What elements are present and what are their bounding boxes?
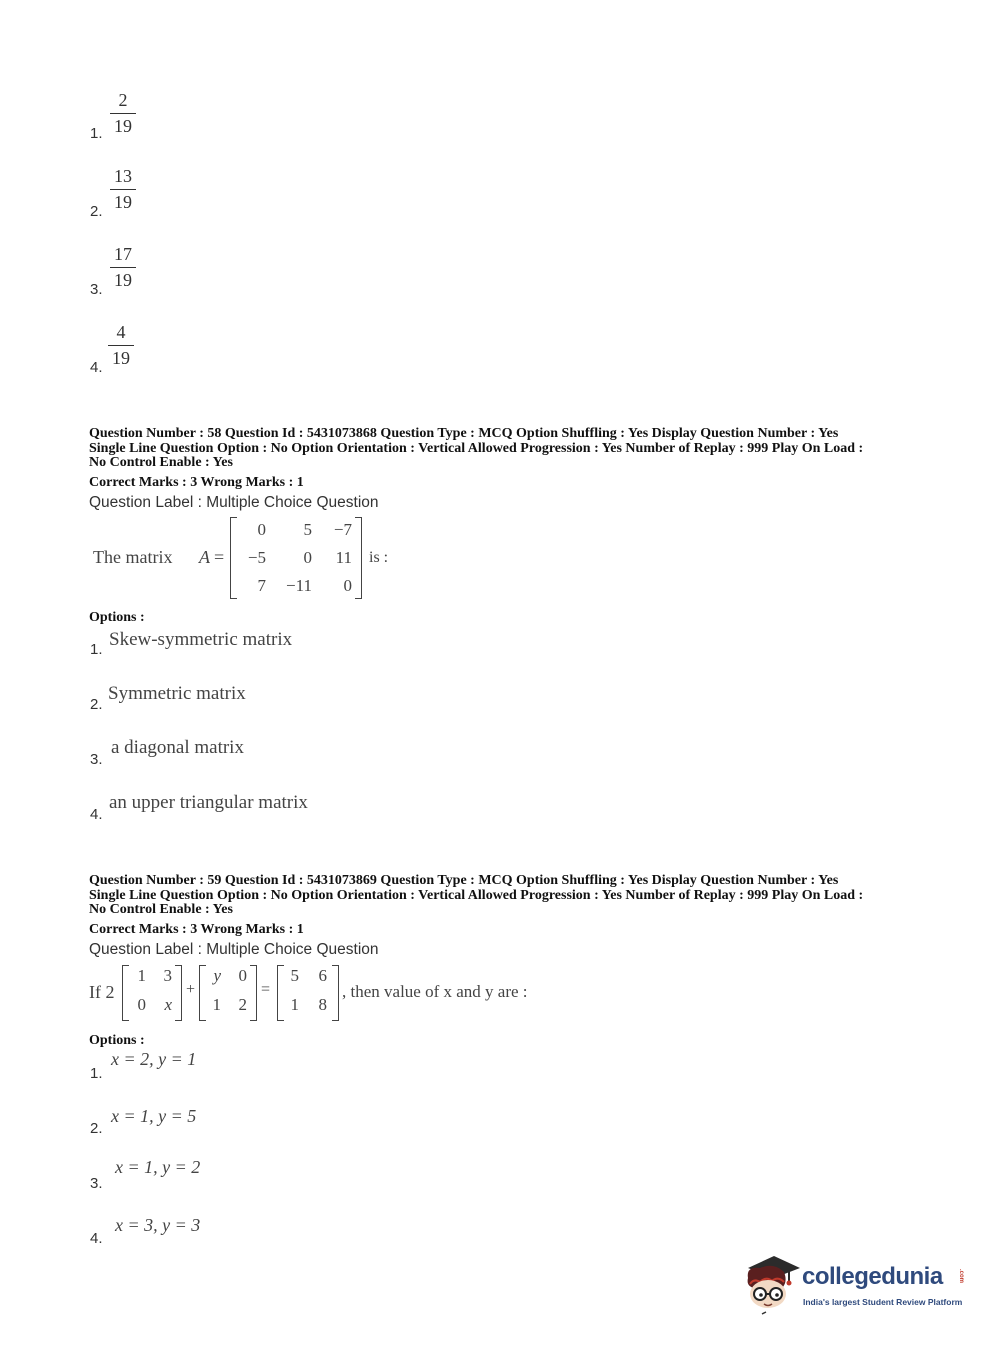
denominator: 19 [114,116,132,136]
option-number: 1. [90,1065,103,1082]
option-text: x = 2, y = 1 [111,1049,197,1069]
question-marks: Correct Marks : 3 Wrong Marks : 1 [89,475,304,490]
option-text: x = 1, y = 2 [115,1157,201,1177]
question-stem-if: If 2 [89,982,115,1002]
numerator: 4 [116,322,126,342]
meta-line: Single Line Question Option : No Option Orientation : Vertical Allowed Progression : Yes Number of Replay : 999 Play On Load : [89,887,864,903]
matrix-2 [199,965,257,1021]
question-label: Question Label : Multiple Choice Question [89,494,379,511]
option-text: x = 3, y = 3 [115,1215,201,1235]
logo-wordmark: collegedunia [802,1263,943,1290]
denominator: 19 [114,192,132,212]
question-stem-suffix: is : [369,549,389,566]
question-meta [89,874,919,918]
option-number: 2. [90,203,103,220]
matrix-cell: x [164,995,172,1014]
right-bracket [175,965,182,1021]
matrix-cell: 0 [343,576,352,595]
logo-dotcom: .com [958,1269,964,1284]
right-bracket [250,965,257,1021]
matrix-cell: 0 [238,966,247,985]
matrix-cell: 1 [212,995,221,1014]
numerator: 17 [114,244,132,264]
option-number: 4. [90,1230,103,1247]
matrix-cell: 3 [163,966,172,985]
meta-line: Question Number : 59 Question Id : 5431073869 Question Type : MCQ Option Shuffling : Yes Display Question Number : Yes [89,873,839,888]
matrix-cell: 2 [238,995,247,1014]
matrix-1 [122,965,182,1021]
meta-line: No Control Enable : Yes [89,902,233,917]
matrix-cell: 1 [137,966,146,985]
option-number: 3. [90,281,103,298]
matrix-cell: −11 [286,576,312,595]
numerator: 13 [114,166,132,186]
matrix-cell: 7 [257,576,266,595]
question-meta [89,427,919,471]
denominator: 19 [114,270,132,290]
matrix-cell: 5 [290,966,299,985]
fraction-option-2 [108,166,138,213]
meta-line: No Control Enable : Yes [89,455,233,470]
option-number: 2. [90,1120,103,1137]
option-text: Symmetric matrix [108,683,246,704]
mascot-icon [740,1248,802,1318]
option-number: 4. [90,806,103,823]
right-bracket [355,517,362,599]
matrix-cell: 1 [290,995,299,1014]
matrix-cell: −5 [247,548,266,567]
matrix-cell: 6 [318,966,327,985]
matrix-cell: −7 [333,520,352,539]
matrix-a [230,517,362,599]
matrix-cell: 0 [303,548,312,567]
question-label: Question Label : Multiple Choice Question [89,941,379,958]
option-number: 1. [90,641,103,658]
matrix-name: A [199,547,210,567]
fraction-option-4 [106,322,136,369]
options-header: Options : [89,610,145,625]
collegedunia-logo [740,1246,970,1321]
option-number: 3. [90,751,103,768]
denominator: 19 [112,348,130,368]
option-text: an upper triangular matrix [109,792,308,813]
option-number: 4. [90,359,103,376]
option-text: x = 1, y = 5 [111,1106,197,1126]
option-number: 3. [90,1175,103,1192]
meta-line: Question Number : 58 Question Id : 5431073868 Question Type : MCQ Option Shuffling : Yes Display Question Number : Yes [89,426,839,441]
options-header: Options : [89,1033,145,1048]
option-number: 2. [90,696,103,713]
matrix-cell: 5 [303,520,312,539]
matrix-cell: y [213,966,221,985]
right-bracket [332,965,339,1021]
numerator: 2 [118,90,128,110]
left-bracket [122,965,129,1021]
equals-sign: = [214,547,225,567]
question-stem-prefix: The matrix [93,547,173,567]
matrix-cell: 11 [335,548,352,567]
fraction-option-3 [108,244,138,291]
equals-sign: = [261,981,271,998]
matrix-3 [277,965,339,1021]
meta-line: Single Line Question Option : No Option Orientation : Vertical Allowed Progression : Yes Number of Replay : 999 Play On Load : [89,440,864,456]
question-marks: Correct Marks : 3 Wrong Marks : 1 [89,922,304,937]
question-stem-suffix: , then value of x and y are : [342,982,528,1001]
logo-tagline: India's largest Student Review Platform [803,1297,963,1307]
option-text: Skew-symmetric matrix [109,629,293,650]
fraction-option-1 [108,90,138,137]
matrix-cell: 0 [257,520,266,539]
option-text: a diagonal matrix [111,737,244,758]
plus-sign: + [186,981,196,998]
matrix-cell: 0 [137,995,146,1014]
option-number: 1. [90,125,103,142]
matrix-cell: 8 [318,995,327,1014]
